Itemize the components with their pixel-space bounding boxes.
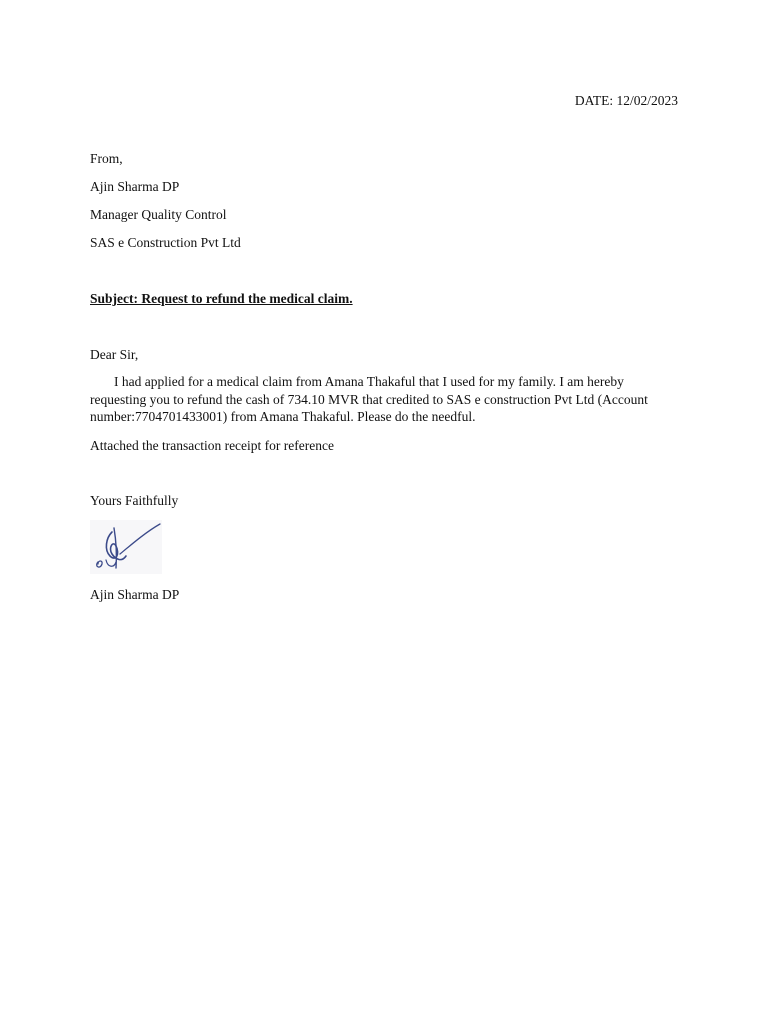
signature-image bbox=[90, 520, 162, 574]
sender-title: Manager Quality Control bbox=[90, 207, 227, 222]
letter-body: I had applied for a medical claim from Amana Thakaful that I used for my family. I am hereby requesting you to refund the cash of 734.10 MVR that credited to SAS e construction Pvt Ltd (Account number:7704701433001) from Amana Thakaful. Please do the needful. bbox=[90, 374, 648, 424]
attachment-note: Attached the transaction receipt for reference bbox=[90, 438, 334, 453]
salutation: Dear Sir, bbox=[90, 347, 139, 362]
letter-subject: Subject: Request to refund the medical claim. bbox=[90, 291, 353, 306]
closing: Yours Faithfully bbox=[90, 493, 179, 508]
letter-date: DATE: 12/02/2023 bbox=[574, 93, 678, 108]
sender-name: Ajin Sharma DP bbox=[90, 179, 180, 194]
signatory-name: Ajin Sharma DP bbox=[90, 587, 180, 602]
from-label: From, bbox=[90, 151, 123, 166]
sender-company: SAS e Construction Pvt Ltd bbox=[90, 235, 241, 250]
